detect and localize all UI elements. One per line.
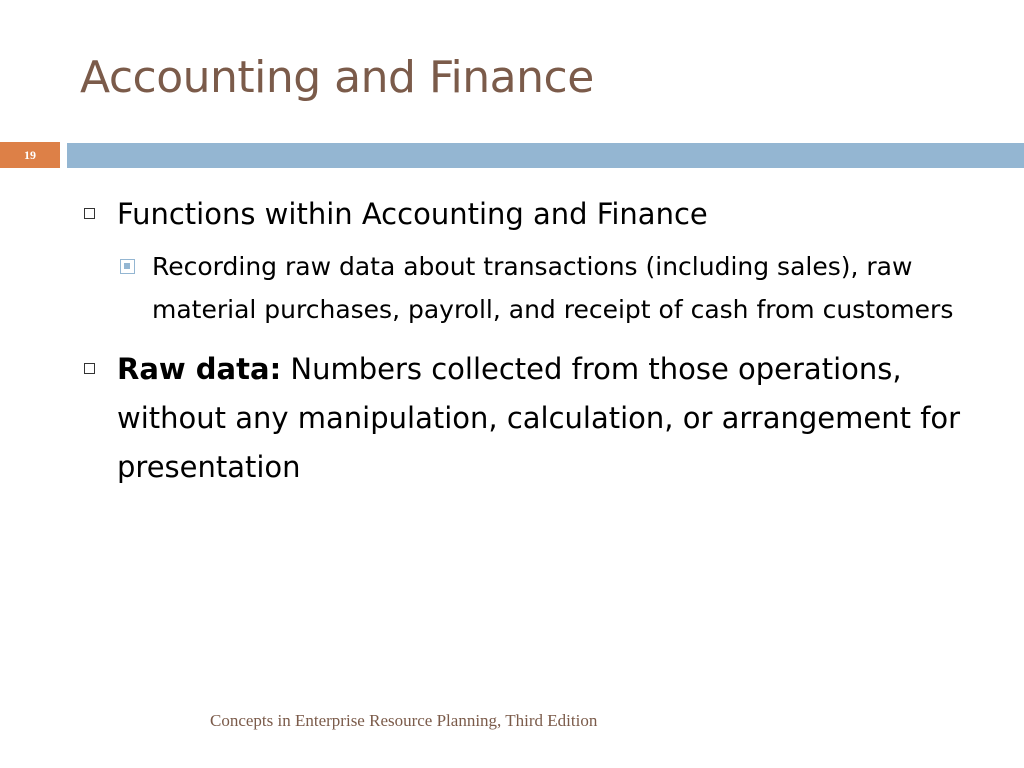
bullet-term-separator: :: [269, 352, 282, 386]
sub-bullet-text: Recording raw data about transactions (including sales), raw material purchases, payroll, and receipt of cash from customers: [152, 252, 954, 324]
filled-square-bullet-icon: [120, 259, 135, 274]
bullet-text: Functions within Accounting and Finance: [117, 197, 708, 231]
hollow-square-bullet-icon: [84, 363, 95, 374]
slide-title: Accounting and Finance: [80, 52, 594, 103]
bullet-definition: Numbers collected from those operations, without any manipulation, calculation, or arrangement for presentation: [117, 352, 961, 484]
bullet-item: [84, 190, 984, 239]
title-underline-bar: [67, 143, 1024, 168]
slide-content: [84, 190, 984, 500]
bullet-term: Raw data: [117, 352, 270, 386]
sub-bullet-item: [120, 245, 984, 331]
bullet-item: [84, 345, 984, 492]
slide-footer: Concepts in Enterprise Resource Planning, Third Edition: [210, 711, 598, 730]
hollow-square-bullet-icon: [84, 208, 95, 219]
slide-number: 19: [0, 142, 60, 168]
